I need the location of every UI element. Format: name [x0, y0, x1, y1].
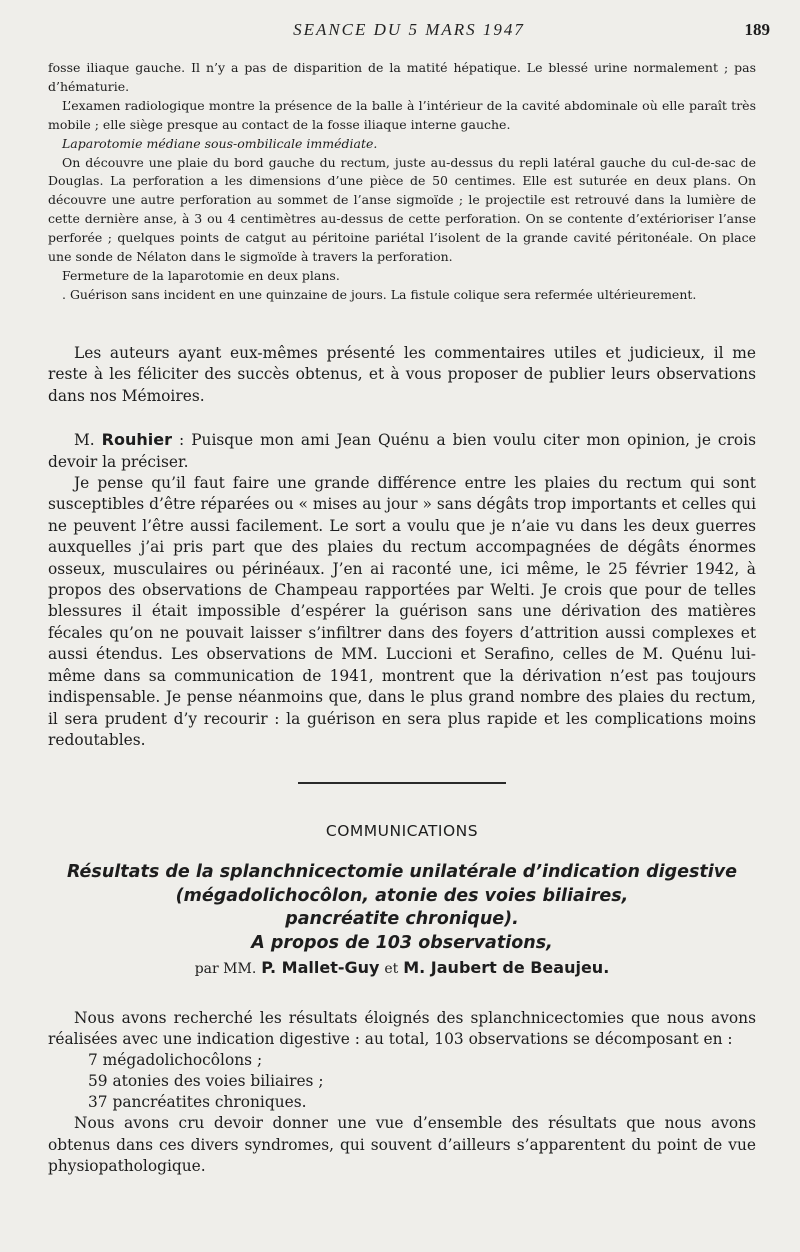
byline-prefix: par MM.	[194, 961, 257, 977]
article-paragraph: Nous avons cru devoir donner une vue d’ensemble des résultats que nous avons obtenus dans ces divers syndromes, qui souvent d’ailleurs s’apparentent du point de vue physiopathologique.	[48, 1114, 756, 1175]
byline	[48, 958, 756, 977]
article-intro: Nous avons recherché les résultats éloignés des splanchnicectomies que nous avons réalisées avec une indication digestive : au total, 103 observations se décomposant en :	[48, 1009, 756, 1049]
list-item: 59 atonies des voies biliaires ;	[88, 1072, 324, 1091]
case-paragraph: L’examen radiologique montre la présence de la balle à l’intérieur de la cavité abdominale où elle paraît très mobile ; elle siège presque au contact de la fosse iliaque interne gauche.	[48, 97, 756, 132]
case-paragraph: . Guérison sans incident en une quinzaine de jours. La fistule colique sera refermée ultérieurement.	[62, 286, 697, 302]
author-name: M. Jaubert de Beaujeu.	[403, 958, 610, 977]
running-head	[48, 20, 770, 42]
report-body	[48, 343, 756, 751]
discussion-text: : Puisque mon ami Jean Quénu a bien voulu citer mon opinion, je crois devoir la préciser.	[48, 431, 756, 471]
page-number: 189	[744, 20, 770, 39]
article-body	[48, 1008, 756, 1177]
section-divider	[298, 782, 506, 784]
case-paragraph: Fermeture de la laparotomie en deux plans.	[62, 267, 340, 283]
case-paragraph-italic	[48, 135, 756, 154]
case-paragraph: fosse iliaque gauche. Il n’y a pas de disparition de la matité hépatique. Le blessé urine normalement ; pas d’hématurie.	[48, 60, 756, 94]
case-paragraph: On découvre une plaie du bord gauche du rectum, juste au-dessus du repli latéral gauche du cul-de-sac de Douglas. La perforation a les dimensions d’une pièce de 50 centimes. Elle est suturée en deux plans. On découvre une autre perforation au sommet de l’anse sigmoïde ; le projectile est retrouvé dans la lumière de cette dernière anse, à 3 ou 4 centimètres au-dessus de cette perforation. On se contente d’extérioriser l’anse perforée ; quelques points de catgut au péritoine pariétal l’isolent de la grande cavité péritonéale. On place une sonde de Nélaton dans le sigmoïde à travers la perforation.	[48, 154, 756, 265]
byline-conjunction: et	[384, 961, 399, 977]
running-title: SEANCE DU 5 MARS 1947	[293, 20, 525, 39]
title-line: (mégadolichocôlon, atonie des voies biliaires,	[175, 885, 629, 906]
procedure-heading: Laparotomie médiane sous-ombilicale immédiate.	[62, 135, 378, 151]
title-line: Résultats de la splanchnicectomie unilatérale d’indication digestive	[66, 862, 738, 882]
list-item: 7 mégadolichocôlons ;	[88, 1051, 263, 1070]
speaker-prefix: M.	[74, 431, 95, 450]
discussion-opening	[48, 429, 756, 473]
title-line: A propos de 103 observations,	[251, 932, 553, 953]
section-heading: COMMUNICATIONS	[325, 822, 479, 840]
rapporteur-conclusion: Les auteurs ayant eux-mêmes présenté les commentaires utiles et judicieux, il me reste à les féliciter des succès obtenus, et à vous proposer de publier leurs observations dans nos Mémoires.	[48, 344, 756, 405]
speaker-name: Rouhier	[101, 430, 172, 450]
list-item: 37 pancréatites chroniques.	[88, 1093, 307, 1112]
title-line: pancréatite chronique).	[285, 909, 519, 929]
author-name: P. Mallet-Guy	[261, 958, 380, 977]
discussion-paragraph: Je pense qu’il faut faire une grande différence entre les plaies du rectum qui sont susceptibles d’être réparées ou « mises au jour » sans dégâts trop importants et celles qui ne peuvent l’être aussi facilement. Le sort a voulu que je n’aie vu dans les deux guerres auxquelles j’ai pris part que des plaies du rectum accompagnées de dégâts énormes osseux, musculaires ou périnéaux. J’en ai raconté une, ici même, le 25 février 1942, à propos des observations de Champeau rapportées par Welti. Je crois que pour de telles blessures il était impossible d’espérer la guérison sans une dérivation des matières fécales qu’on ne pouvait laisser s’infiltrer dans des foyers d’attrition aussi complexes et aussi étendus. Les observations de MM. Luccioni et Serafino, celles de M. Quénu lui-même dans sa communication de 1941, montrent que la dérivation n’est pas toujours indispensable. Je pense néanmoins que, dans le plus grand nombre des plaies du rectum, il sera prudent d’y recourir : la guérison en sera plus rapide et les complications moins redoutables.	[48, 474, 756, 749]
case-report	[48, 59, 756, 305]
article-title	[48, 861, 756, 955]
